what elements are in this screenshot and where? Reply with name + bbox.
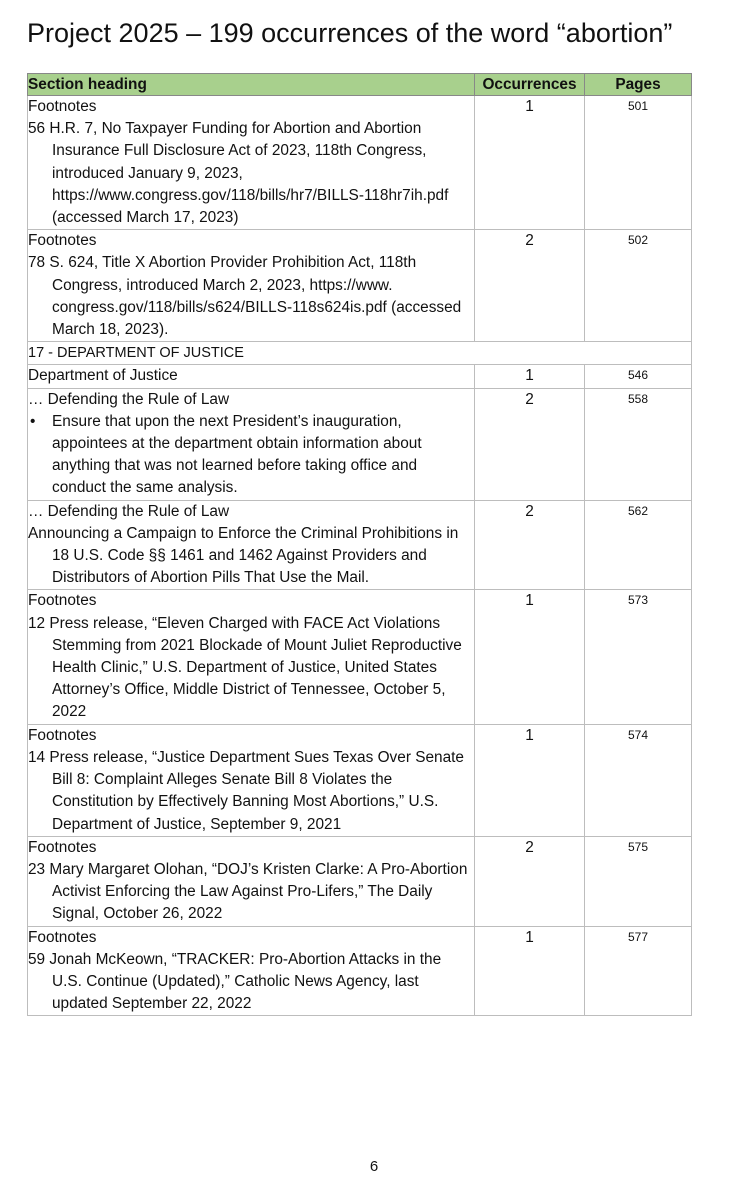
pages-value: 546 — [585, 365, 692, 388]
table-row — [28, 96, 692, 230]
table-row — [28, 724, 692, 836]
pages-value: 575 — [585, 836, 692, 926]
occurrences-value: 1 — [475, 724, 585, 836]
section-heading: Footnotes — [28, 232, 97, 250]
occurrences-value: 1 — [475, 926, 585, 1016]
section-cell — [28, 590, 475, 724]
bullet-icon: • — [30, 412, 36, 430]
pages-value: 502 — [585, 230, 692, 342]
section-heading: Footnotes — [28, 726, 97, 744]
section-cell — [28, 96, 475, 230]
pages-value: 558 — [585, 388, 692, 500]
occurrences-table — [27, 73, 692, 1016]
chapter-divider: 17 - DEPARTMENT OF JUSTICE — [28, 342, 692, 365]
occurrences-value: 2 — [475, 836, 585, 926]
page-number: 6 — [369, 1158, 379, 1175]
pages-value: 573 — [585, 590, 692, 724]
footnote-text: 59 Jonah McKeown, “TRACKER: Pro-Abortion Attacks in the U.S. Continue (Updated),” Catholic News Agency, last updated September 22, 2022 — [28, 950, 442, 1013]
pages-value: 562 — [585, 500, 692, 590]
table-row — [28, 365, 692, 388]
pages-value: 501 — [585, 96, 692, 230]
section-heading: … Defending the Rule of Law — [28, 390, 230, 408]
table-row — [28, 836, 692, 926]
table-row — [28, 500, 692, 590]
section-cell — [28, 500, 475, 590]
section-cell — [28, 724, 475, 836]
pages-value: 577 — [585, 926, 692, 1016]
section-heading: Footnotes — [28, 592, 97, 610]
subsection-text: Announcing a Campaign to Enforce the Criminal Prohibitions in 18 U.S. Code §§ 1461 and 1462 Against Providers and Distributors of Abortion Pills That Use the Mail. — [28, 524, 459, 587]
footnote-text: 14 Press release, “Justice Department Sues Texas Over Senate Bill 8: Complaint Alleges Senate Bill 8 Violates the Constitution by Effectively Banning Most Abortions,” U.S. Department of Justice, September 9, 2021 — [28, 748, 464, 833]
occurrences-value: 1 — [475, 365, 585, 388]
footnote-text: 23 Mary Margaret Olohan, “DOJ’s Kristen Clarke: A Pro-Abortion Activist Enforcing the Law Against Pro-Lifers,” The Daily Signal, October 26, 2022 — [28, 860, 468, 923]
section-cell — [28, 230, 475, 342]
section-heading: Footnotes — [28, 928, 97, 946]
table-header-row — [28, 74, 692, 96]
occurrences-value: 1 — [475, 96, 585, 230]
footnote-text: 12 Press release, “Eleven Charged with FACE Act Violations Stemming from 2021 Blockade of Mount Juliet Reproductive Health Clinic,” U.S. Department of Justice, United States Attorney’s Office, Middle District of Tennessee, October 5, 2022 — [28, 614, 462, 721]
table-row — [28, 590, 692, 724]
section-heading: Footnotes — [28, 98, 97, 115]
section-cell — [28, 365, 475, 388]
section-cell — [28, 836, 475, 926]
occurrences-value: 2 — [475, 388, 585, 500]
footnote-text: 56 H.R. 7, No Taxpayer Funding for Abortion and Abortion Insurance Full Disclosure Act of 2023, 118th Congress, introduced January 9, 2023, https://www.congress.gov/118/bills/hr7/BILLS-118hr7ih.pdf (accessed March 17, 2023) — [28, 120, 449, 227]
footnote-text: 78 S. 624, Title X Abortion Provider Prohibition Act, 118th Congress, introduced March 2, 2023, https://www. congress.gov/118/bills/s624/BILLS-118s624is.pdf (accessed March 18, 2023). — [28, 254, 462, 339]
section-cell — [28, 926, 475, 1016]
document-title: Project 2025 – 199 occurrences of the word “abortion” — [27, 18, 673, 48]
occurrences-column-header: Occurrences — [475, 74, 585, 96]
section-heading: Footnotes — [28, 838, 97, 856]
pages-column-header: Pages — [585, 74, 692, 96]
pages-value: 574 — [585, 724, 692, 836]
chapter-divider-row — [28, 342, 692, 365]
table-row — [28, 230, 692, 342]
occurrences-value: 2 — [475, 230, 585, 342]
section-heading: … Defending the Rule of Law — [28, 502, 230, 520]
table-row — [28, 388, 692, 500]
section-heading: Department of Justice — [28, 367, 178, 385]
section-heading-column-header: Section heading — [28, 74, 475, 96]
bullet-item — [28, 411, 474, 500]
table-row — [28, 926, 692, 1016]
bullet-text: Ensure that upon the next President’s inauguration, appointees at the department obtain information about anything that was not learned before taking office and conduct the same analysis. — [52, 412, 422, 497]
occurrences-value: 2 — [475, 500, 585, 590]
section-cell — [28, 388, 475, 500]
occurrences-value: 1 — [475, 590, 585, 724]
